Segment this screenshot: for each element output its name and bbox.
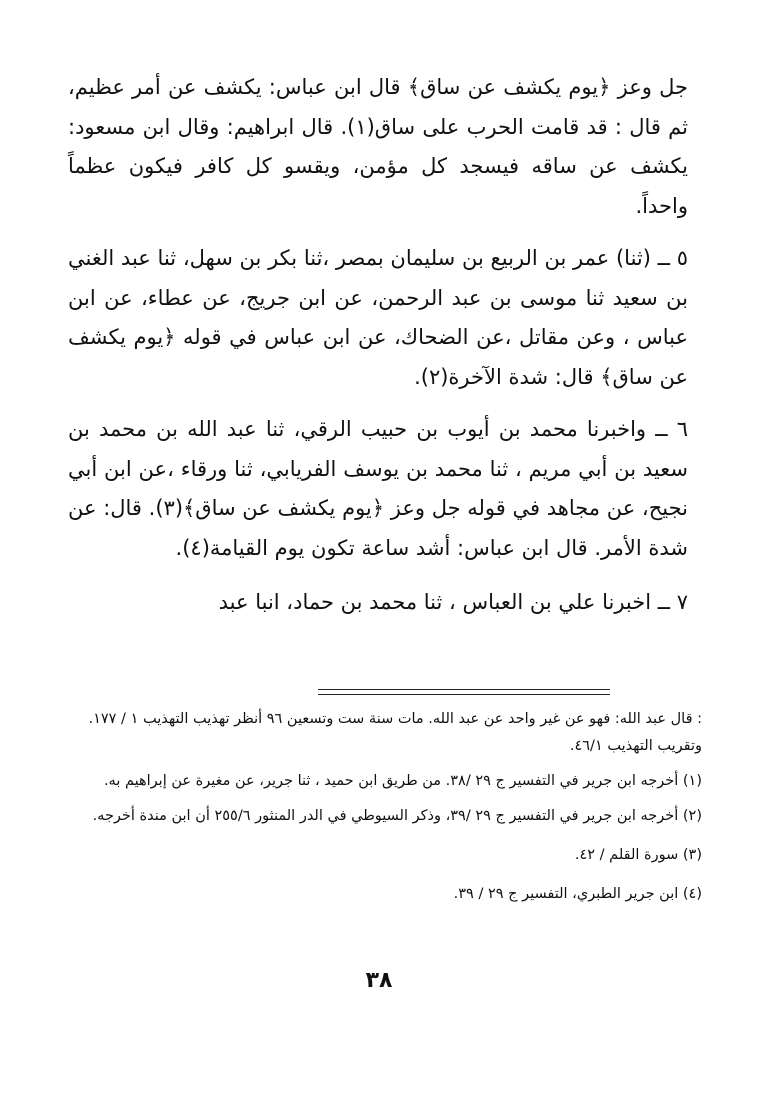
footnote-separator-line-2 <box>318 694 610 695</box>
paragraph-continuation: جل وعز ﴿يوم يكشف عن ساق﴾ قال ابن عباس: يكشف عن أمر عظيم، ثم قال : قد قامت الحرب على ساق(١). قال ابراهيم: وقال ابن مسعود: يكشف عن ساقه فيسجد كل مؤمن، ويقسو كل كافر فيكون عظماً واحداً. <box>68 75 688 218</box>
footnote-3: (٣) سورة القلم / ٤٢. <box>574 847 702 863</box>
footnotes <box>68 706 702 916</box>
footnote-1: (١) أخرجه ابن جرير في التفسير ج ٢٩ /٣٨. من طريق ابن حميد ، ثنا جرير، عن مغيرة عن إبراهيم به. <box>103 773 702 789</box>
footnote-continuation: : قال عبد الله: فهو عن غير واحد عن عبد الله. مات سنة ست وتسعين ٩٦ أنظر تهذيب التهذيب ١ / ١٧٧. وتقريب التهذيب ٤٦/١. <box>88 711 702 754</box>
page-number: ٣٨ <box>365 968 393 993</box>
footnote-4: (٤) ابن جرير الطبري، التفسير ج ٢٩ / ٣٩. <box>453 886 702 902</box>
paragraph-hadith-7: ٧ ــ اخبرنا علي بن العباس ، ثنا محمد بن حماد، انبا عبد <box>218 590 688 614</box>
footnote-2: (٢) أخرجه ابن جرير في التفسير ج ٢٩ /٣٩، وذكر السيوطي في الدر المنثور ٢٥٥/٦ أن ابن مندة أخرجه. <box>92 808 702 824</box>
paragraph-hadith-5: ٥ ــ (ثنا) عمر بن الربيع بن سليمان بمصر ،ثنا بكر بن سهل، ثنا عبد الغني بن سعيد ثنا موسى بن عبد الرحمن، عن ابن جريج، عن عطاء، عن ابن عباس ، وعن مقاتل ،عن الضحاك، عن ابن عباس في قوله ﴿يوم يكشف عن ساق﴾ قال: شدة الآخرة(٢). <box>68 246 688 389</box>
footnote-separator-line <box>318 689 610 690</box>
paragraph-hadith-6: ٦ ــ واخبرنا محمد بن أيوب بن حبيب الرقي، ثنا عبد الله بن محمد بن سعيد بن أبي مريم ، ثنا محمد بن يوسف الفريابي، ثنا ورقاء ،عن ابن أبي نجيح، عن مجاهد في قوله جل وعز ﴿يوم يكشف عن ساق﴾(٣). قال: عن شدة الأمر. قال ابن عباس: أشد ساعة تكون يوم القيامة(٤). <box>68 417 688 560</box>
main-text <box>68 68 688 636</box>
